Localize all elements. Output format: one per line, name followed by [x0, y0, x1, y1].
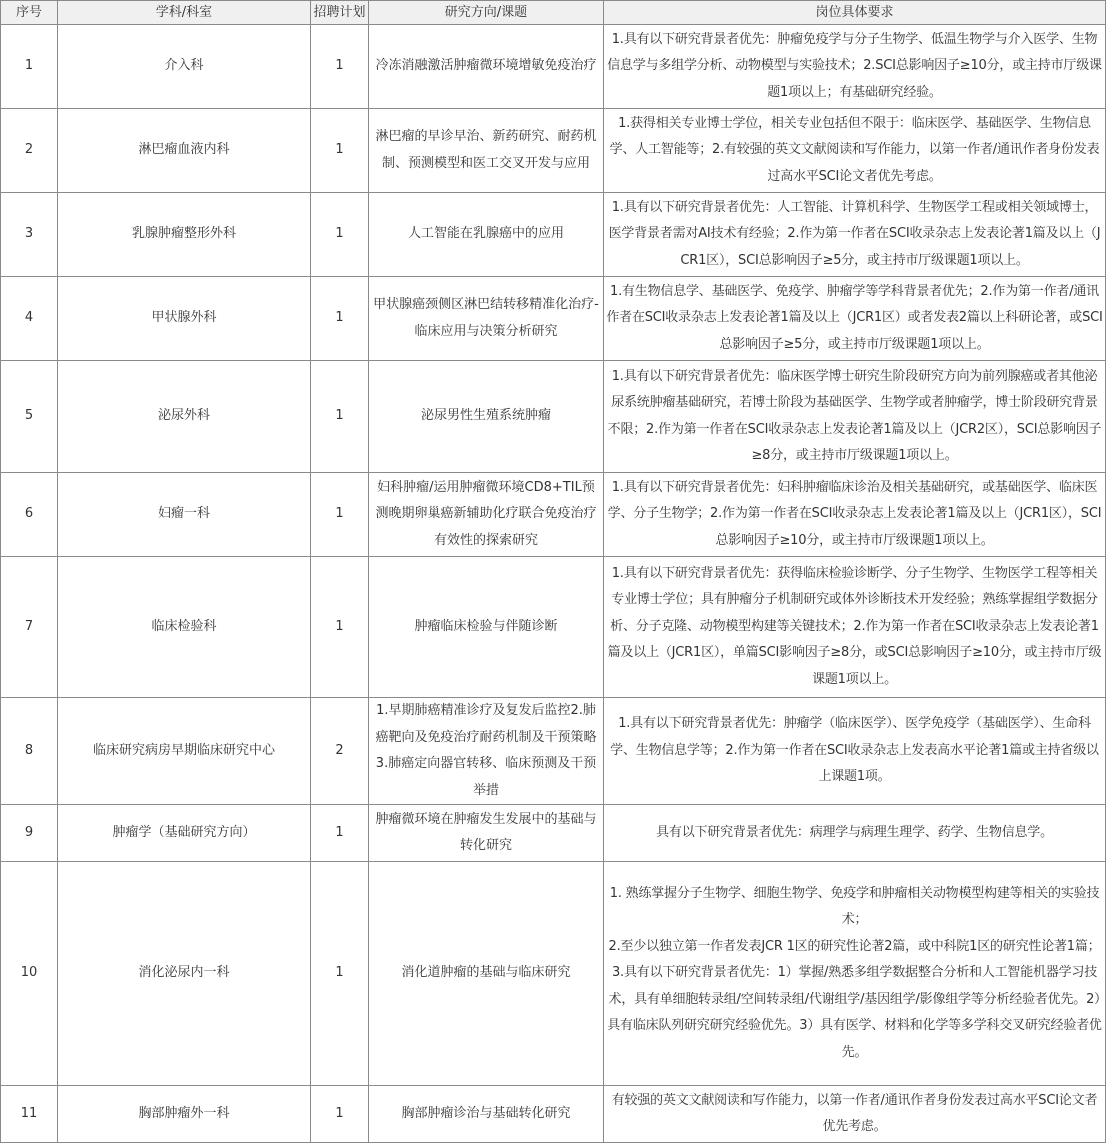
table-row — [1, 698, 1106, 805]
header-plan: 招聘计划 — [311, 1, 369, 25]
cell-requirements: 有较强的英文文献阅读和写作能力，以第一作者/通讯作者身份发表过高水平SCI论文者优先考虑。 — [604, 1086, 1106, 1143]
table-row — [1, 25, 1106, 109]
cell-dept: 介入科 — [58, 25, 311, 109]
cell-no: 4 — [1, 277, 58, 361]
table-row — [1, 557, 1106, 698]
header-dept: 学科/科室 — [58, 1, 311, 25]
cell-topic: 肿瘤微环境在肿瘤发生发展中的基础与转化研究 — [369, 805, 604, 862]
cell-plan: 1 — [311, 277, 369, 361]
cell-no: 2 — [1, 109, 58, 193]
cell-no: 8 — [1, 698, 58, 805]
cell-requirements — [604, 862, 1106, 1086]
cell-plan: 1 — [311, 193, 369, 277]
table-row — [1, 805, 1106, 862]
cell-no: 11 — [1, 1086, 58, 1143]
header-topic: 研究方向/课题 — [369, 1, 604, 25]
cell-topic: 甲状腺癌颈侧区淋巴结转移精准化治疗-临床应用与决策分析研究 — [369, 277, 604, 361]
cell-no: 9 — [1, 805, 58, 862]
header-row — [1, 1, 1106, 25]
cell-topic: 泌尿男性生殖系统肿瘤 — [369, 361, 604, 473]
cell-requirements: 1.具有以下研究背景者优先：肿瘤免疫学与分子生物学、低温生物学与介入医学、生物信息学与多组学分析、动物模型与实验技术；2.SCI总影响因子≥10分，或主持市厅级课题1项以上；有基础研究经验。 — [604, 25, 1106, 109]
table-row — [1, 109, 1106, 193]
cell-topic: 人工智能在乳腺癌中的应用 — [369, 193, 604, 277]
cell-topic: 消化道肿瘤的基础与临床研究 — [369, 862, 604, 1086]
cell-requirements: 1.获得相关专业博士学位，相关专业包括但不限于：临床医学、基础医学、生物信息学、人工智能等；2.有较强的英文文献阅读和写作能力，以第一作者/通讯作者身份发表过高水平SCI论文者优先考虑。 — [604, 109, 1106, 193]
cell-topic: 冷冻消融激活肿瘤微环境增敏免疫治疗 — [369, 25, 604, 109]
header-no: 序号 — [1, 1, 58, 25]
table-row — [1, 277, 1106, 361]
cell-requirements: 具有以下研究背景者优先：病理学与病理生理学、药学、生物信息学。 — [604, 805, 1106, 862]
cell-requirements: 1.具有以下研究背景者优先：人工智能、计算机科学、生物医学工程或相关领域博士，医学背景者需对AI技术有经验；2.作为第一作者在SCI收录杂志上发表论著1篇及以上（JCR1区），SCI总影响因子≥5分，或主持市厅级课题1项以上。 — [604, 193, 1106, 277]
cell-no: 10 — [1, 862, 58, 1086]
cell-dept: 妇瘤一科 — [58, 473, 311, 557]
cell-no: 6 — [1, 473, 58, 557]
requirement-item: 2.至少以独立第一作者发表JCR 1区的研究性论著2篇，或中科院1区的研究性论著1篇； — [608, 938, 1101, 954]
requirement-item: 3.具有以下研究背景者优先：1）掌握/熟悉多组学数据整合分析和人工智能机器学习技术，具有单细胞转录组/空间转录组/代谢组学/基因组学/影像组学等分析经验者优先。2）具有临床队列研究研究经验优先。3）具有医学、材料和化学等多学科交叉研究经验者优先。 — [607, 965, 1102, 1060]
cell-dept: 乳腺肿瘤整形外科 — [58, 193, 311, 277]
cell-topic: 1.早期肺癌精准诊疗及复发后监控2.肺癌靶向及免疫治疗耐药机制及干预策略3.肺癌定向器官转移、临床预测及干预举措 — [369, 698, 604, 805]
cell-dept: 泌尿外科 — [58, 361, 311, 473]
cell-plan: 1 — [311, 805, 369, 862]
cell-dept: 胸部肿瘤外一科 — [58, 1086, 311, 1143]
header-requirements: 岗位具体要求 — [604, 1, 1106, 25]
requirement-item: 1. 熟练掌握分子生物学、细胞生物学、免疫学和肿瘤相关动物模型构建等相关的实验技术； — [609, 885, 1100, 928]
cell-dept: 临床检验科 — [58, 557, 311, 698]
cell-dept: 淋巴瘤血液内科 — [58, 109, 311, 193]
cell-plan: 1 — [311, 25, 369, 109]
cell-requirements: 1.具有以下研究背景者优先：临床医学博士研究生阶段研究方向为前列腺癌或者其他泌尿系统肿瘤基础研究，若博士阶段为基础医学、生物学或者肿瘤学，博士阶段研究背景不限；2.作为第一作者在SCI收录杂志上发表论著1篇及以上（JCR2区），SCI总影响因子≥8分，或主持市厅级课题1项以上。 — [604, 361, 1106, 473]
cell-plan: 1 — [311, 557, 369, 698]
cell-plan: 1 — [311, 473, 369, 557]
cell-dept: 消化泌尿内一科 — [58, 862, 311, 1086]
cell-plan: 1 — [311, 361, 369, 473]
cell-requirements: 1.具有以下研究背景者优先：肿瘤学（临床医学）、医学免疫学（基础医学）、生命科学、生物信息学等；2.作为第一作者在SCI收录杂志上发表高水平论著1篇或主持省级以上课题1项。 — [604, 698, 1106, 805]
cell-no: 5 — [1, 361, 58, 473]
table-row — [1, 1086, 1106, 1143]
cell-requirements: 1.有生物信息学、基础医学、免疫学、肿瘤学等学科背景者优先；2.作为第一作者/通讯作者在SCI收录杂志上发表论著1篇及以上（JCR1区）或者发表2篇以上科研论著，或SCI总影响因子≥5分，或主持市厅级课题1项以上。 — [604, 277, 1106, 361]
cell-dept: 临床研究病房早期临床研究中心 — [58, 698, 311, 805]
table-row — [1, 193, 1106, 277]
cell-topic: 胸部肿瘤诊治与基础转化研究 — [369, 1086, 604, 1143]
cell-dept: 肿瘤学（基础研究方向） — [58, 805, 311, 862]
cell-plan: 1 — [311, 109, 369, 193]
cell-topic: 妇科肿瘤/运用肿瘤微环境CD8+TIL预测晚期卵巢癌新辅助化疗联合免疫治疗有效性的探索研究 — [369, 473, 604, 557]
cell-no: 3 — [1, 193, 58, 277]
cell-topic: 淋巴瘤的早诊早治、新药研究、耐药机制、预测模型和医工交叉开发与应用 — [369, 109, 604, 193]
table-row — [1, 361, 1106, 473]
cell-no: 7 — [1, 557, 58, 698]
cell-requirements: 1.具有以下研究背景者优先：获得临床检验诊断学、分子生物学、生物医学工程等相关专业博士学位；具有肿瘤分子机制研究或体外诊断技术开发经验；熟练掌握组学数据分析、分子克隆、动物模型构建等关键技术；2.作为第一作者在SCI收录杂志上发表论著1篇及以上（JCR1区），单篇SCI影响因子≥8分，或SCI总影响因子≥10分，或主持市厅级课题1项以上。 — [604, 557, 1106, 698]
cell-no: 1 — [1, 25, 58, 109]
cell-plan: 2 — [311, 698, 369, 805]
cell-requirements: 1.具有以下研究背景者优先：妇科肿瘤临床诊治及相关基础研究，或基础医学、临床医学、分子生物学；2.作为第一作者在SCI收录杂志上发表论著1篇及以上（JCR1区），SCI总影响因子≥10分，或主持市厅级课题1项以上。 — [604, 473, 1106, 557]
table-row — [1, 473, 1106, 557]
table-row — [1, 862, 1106, 1086]
cell-dept: 甲状腺外科 — [58, 277, 311, 361]
cell-plan: 1 — [311, 1086, 369, 1143]
cell-topic: 肿瘤临床检验与伴随诊断 — [369, 557, 604, 698]
cell-plan: 1 — [311, 862, 369, 1086]
